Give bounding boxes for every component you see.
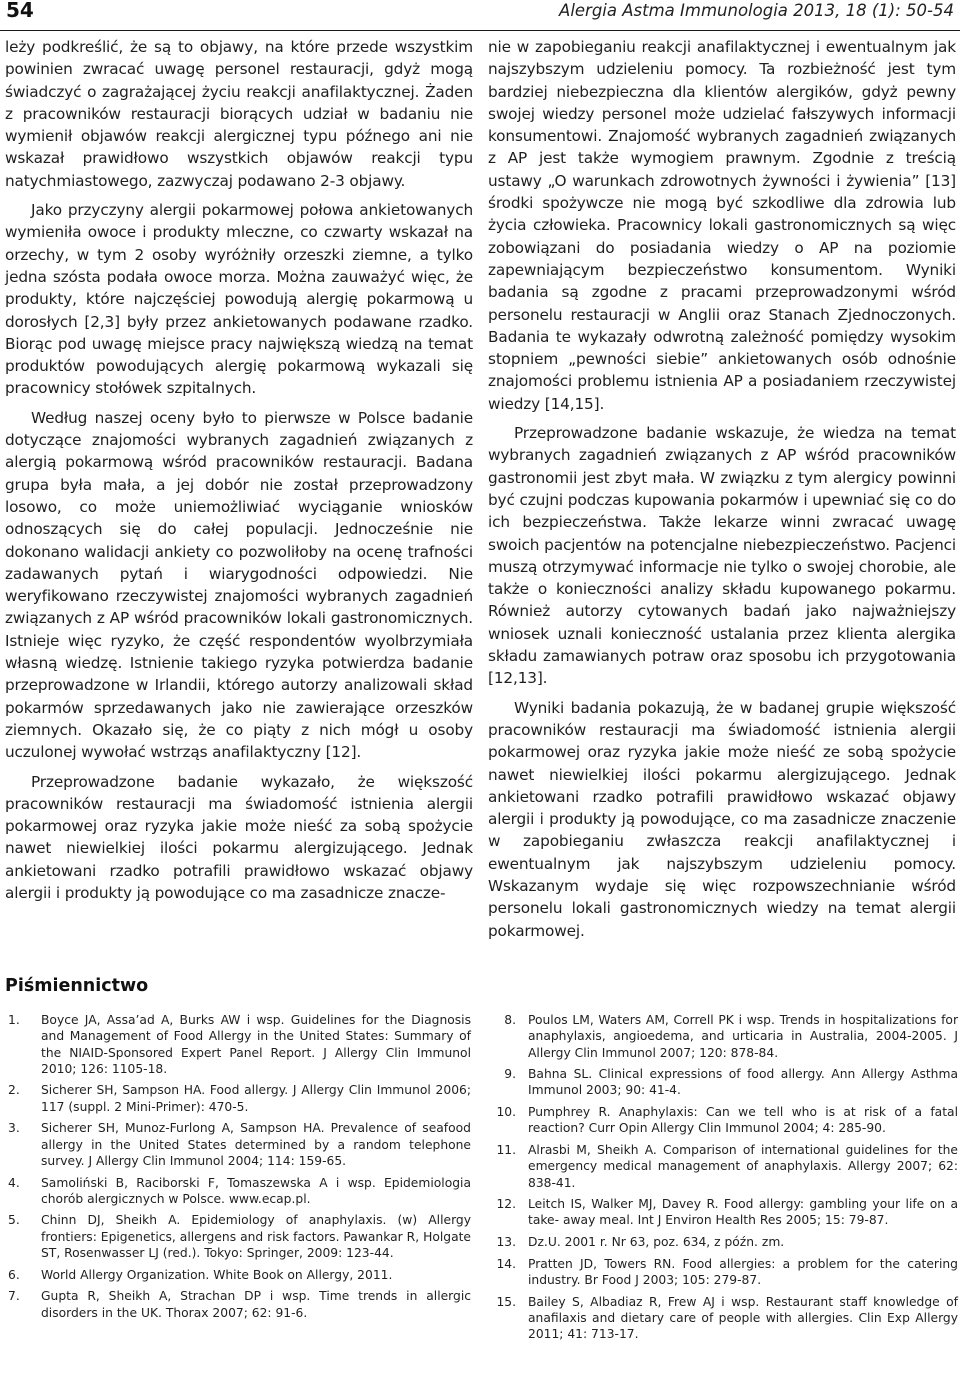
reference-item bbox=[488, 1234, 958, 1250]
reference-text: Poulos LM, Waters AM, Correll PK i wsp. Trends in hospitalizations for anaphylaxis, angioedema, and urticaria in Australia, 2004-2005. J Allergy Clin Immunol 2007; 120: 878-84. bbox=[528, 1013, 958, 1060]
reference-text: Sicherer SH, Munoz-Furlong A, Sampson HA. Prevalence of seafood allergy in the United States determined by a random telephone survey. J Allergy Clin Immunol 2004; 114: 159-65. bbox=[41, 1121, 471, 1168]
reference-text: Gupta R, Sheikh A, Strachan DP i wsp. Time trends in allergic disorders in the UK. Thorax 2007; 62: 91-6. bbox=[41, 1289, 471, 1320]
reference-number: 7. bbox=[8, 1289, 20, 1304]
paragraph: Przeprowadzone badanie wskazuje, że wiedza na temat wybranych zagadnień związanych z AP wśród pracowników gastronomii jest zbyt mała. W związku z tym alergicy powinni być czujni podczas kupowania pokarmów i upewniać się co do ich bezpieczeństwa. Także lekarze winni zwracać uwagę swoich pacjentów na potencjalne niebezpieczeństwo. Pacjenci muszą otrzymywać informacje nie tylko o swojej chorobie, ale także o konieczności analizy składu kupowanego pokarmu. Również autorzy cytowanych badań jako najważniejszy wniosek uznali konieczność ustalania przez klienta alergika składu zamawianych potraw oraz sposobu ich przygotowania [12,13]. bbox=[488, 424, 956, 688]
reference-item bbox=[5, 1175, 471, 1208]
reference-number: 4. bbox=[8, 1175, 20, 1190]
reference-text: Alrasbi M, Sheikh A. Comparison of international guidelines for the emergency medical management of anaphylaxis. Allergy 2007; 62: 838-41. bbox=[528, 1142, 958, 1190]
paragraph: nie w zapobieganiu reakcji anafilaktycznej i ewentualnym jak najszybszym udzieleniu pomocy. Ta rozbieżność jest tym bardziej niebezpieczna dla klientów alergików, gdyż pewny swojej wiedzy personel może udzielać fałszywych informacji konsumentowi. Znajomość wybranych zagadnień związanych z AP jest także wymogiem prawnym. Zgodnie z treścią ustawy „O warunkach zdrowotnych żywności i żywienia” [13] środki spożywcze nie mogą być szkodliwe dla zdrowia lub życia człowieka. Pracownicy lokali gastronomicznych są więc zobowiązani do posiadania wiedzy o AP na poziomie zapewniającym bezpieczeństwo konsumentom. Wyniki badania są zgodne z pracami przeprowadzonymi wśród personelu restauracji w Anglii oraz Stanach Zjednoczonych. Badania te wykazały odwrotną zależność pomiędzy wysokim stopniem „pewności siebie” ankietowanych osób odnośnie znajomości problemu istnienia AP a posiadaniem rzeczywistej wiedzy [14,15]. bbox=[488, 38, 956, 413]
reference-number: 11. bbox=[496, 1142, 516, 1157]
references-heading: Piśmiennictwo bbox=[5, 976, 149, 996]
reference-item bbox=[488, 1104, 958, 1137]
reference-text: Chinn DJ, Sheikh A. Epidemiology of anaphylaxis. (w) Allergy frontiers: Epigenetics, allergens and risk factors. Pawankar R, Holgate ST, Rosenwasser LJ (red.). Tokyo: Springer, 2009: 123-44. bbox=[41, 1213, 471, 1261]
page-number: 54 bbox=[6, 0, 34, 22]
reference-item bbox=[488, 1142, 958, 1191]
reference-number: 6. bbox=[8, 1267, 20, 1282]
reference-item bbox=[488, 1294, 958, 1343]
reference-item bbox=[5, 1212, 471, 1261]
references-list-left bbox=[5, 1012, 471, 1326]
right-text-column bbox=[488, 36, 956, 949]
reference-item bbox=[488, 1196, 958, 1229]
reference-text: World Allergy Organization. White Book on Allergy, 2011. bbox=[41, 1267, 393, 1282]
paragraph: Jako przyczyny alergii pokarmowej połowa ankietowanych wymieniła owoce i produkty mleczne, co czwarty wskazał na orzechy, w tym 2 osoby wyróżniły orzeszki ziemne, a tylko jedna szósta podała owoce morza. Można zauważyć więc, że produkty, które najczęściej powodują alergię pokarmową u dorosłych [2,3] były przez ankietowanych podawane rzadko. Biorąc pod uwagę miejsce pracy największą wiedzą na temat produktów powodujących alergię pokarmową wykazali się pracownicy stołówek szpitalnych. bbox=[5, 201, 473, 398]
running-header bbox=[0, 0, 960, 31]
reference-item bbox=[5, 1120, 471, 1169]
reference-item bbox=[488, 1066, 958, 1099]
reference-number: 3. bbox=[8, 1121, 20, 1136]
reference-number: 8. bbox=[504, 1013, 516, 1027]
paragraph: Wyniki badania pokazują, że w badanej grupie większość pracowników restauracji ma świadomość istnienia alergii pokarmowej oraz ryzyka jakie może nieść ze sobą spożycie nawet niewielkiej ilości pokarmu alergizującego. Jednak ankietowani rzadko potrafili prawidłowo wskazać objawy alergii i produkty ją powodujące, co ma zasadnicze znaczenie w zapobieganiu zwłaszcza reakcji anafilaktycznej i ewentualnym jak najszybszym udzieleniu pomocy. Wskazanym wydaje się więc rozpowszechnianie wśród personelu lokali gastronomicznych wiedzy na temat alergii pokarmowej. bbox=[488, 698, 956, 940]
reference-text: Pumphrey R. Anaphylaxis: Can we tell who is at risk of a fatal reaction? Curr Opin Allergy Clin Immunol 2004; 4: 285-90. bbox=[528, 1105, 958, 1136]
reference-number: 14. bbox=[496, 1256, 516, 1271]
left-text-column bbox=[5, 36, 473, 911]
reference-text: Dz.U. 2001 r. Nr 63, poz. 634, z późn. zm. bbox=[528, 1235, 785, 1250]
paragraph: Przeprowadzone badanie wykazało, że większość pracowników restauracji ma świadomość istnienia alergii pokarmowej oraz ryzyka jakie może nieść za sobą spożycie nawet niewielkiej ilości pokarmu alergizującego. Jednak ankietowani rzadko potrafili prawidłowo wskazać objawy alergii i produkty ją powodujące co ma zasadnicze znacze- bbox=[5, 772, 473, 902]
reference-number: 9. bbox=[504, 1067, 516, 1082]
reference-number: 12. bbox=[496, 1197, 516, 1212]
reference-text: Bailey S, Albadiaz R, Frew AJ i wsp. Restaurant staff knowledge of anafilaxis and dietary care of people with allergies. Clin Exp Allergy 2011; 41: 713-17. bbox=[528, 1294, 958, 1342]
reference-text: Bahna SL. Clinical expressions of food allergy. Ann Allergy Asthma Immunol 2003; 90: 41-4. bbox=[528, 1067, 958, 1098]
references-list-right bbox=[488, 1012, 958, 1348]
reference-text: Sicherer SH, Sampson HA. Food allergy. J Allergy Clin Immunol 2006; 117 (suppl. 2 Mini-Primer): 470-5. bbox=[41, 1083, 471, 1114]
reference-number: 13. bbox=[496, 1235, 516, 1250]
reference-number: 1. bbox=[8, 1013, 20, 1027]
reference-text: Samoliński B, Raciborski F, Tomaszewska A i wsp. Epidemiologia chorób alergicznych w Polsce. www.ecap.pl. bbox=[41, 1175, 471, 1206]
reference-item bbox=[5, 1082, 471, 1115]
reference-item bbox=[488, 1256, 958, 1289]
paragraph: Według naszej oceny było to pierwsze w Polsce badanie dotyczące znajomości wybranych zagadnień związanych z alergią pokarmową wśród pracowników restauracji. Badana grupa była mała, a jej dobór nie został przeprowadzony losowo, co może uniemożliwiać wyciąganie wniosków odnoszących się do całej populacji. Jednocześnie nie dokonano walidacji ankiety co pozwoliłoby na ocenę trafności zadawanych pytań i wiarygodności odpowiedzi. Nie weryfikowano rzeczywistej znajomości wybranych zagadnień związanych z AP wśród pracowników lokali gastronomicznych. Istnieje więc ryzyko, że część respondentów wyolbrzymiała własną wiedzę. Istnienie takiego ryzyka potwierdza badanie przeprowadzone w Irlandii, którego autorzy analizowali skład pokarmów sprzedawanych jako nie zawierające orzeszków ziemnych. Okazało się, że co piąty z nich mógł u osoby uczulonej wywołać wstrząs anafilaktyczny [12]. bbox=[5, 408, 473, 762]
reference-number: 2. bbox=[8, 1083, 20, 1098]
journal-citation: Alergia Astma Immunologia 2013, 18 (1): 50-54 bbox=[559, 1, 954, 20]
reference-number: 10. bbox=[496, 1105, 516, 1120]
reference-item bbox=[5, 1288, 471, 1321]
reference-item bbox=[488, 1012, 958, 1061]
reference-text: Pratten JD, Towers RN. Food allergies: a problem for the catering industry. Br Food J 2003; 105: 279-87. bbox=[528, 1256, 958, 1287]
reference-number: 15. bbox=[496, 1294, 516, 1309]
reference-number: 5. bbox=[8, 1213, 20, 1228]
reference-text: Boyce JA, Assa’ad A, Burks AW i wsp. Guidelines for the Diagnosis and Management of Food Allergy in the United States: Summary of the NIAID-Sponsored Expert Panel Report. J Allergy Clin Immunol 2010; 126: 1105-18. bbox=[41, 1013, 471, 1076]
paragraph: leży podkreślić, że są to objawy, na które przede wszystkim powinien zwracać uwagę personel restauracji, gdyż mogą świadczyć o zagrażającej życiu reakcji anafilaktycznej. Żaden z pracowników restauracji biorących udział w badaniu nie wymienił objawów reakcji alergicznej typu późnego ani nie wskazał prawidłowo wszystkich objawów reakcji typu natychmiastowego, zazwyczaj podawano 2-3 objawy. bbox=[5, 38, 473, 190]
reference-item bbox=[5, 1267, 471, 1283]
reference-text: Leitch IS, Walker MJ, Davey R. Food allergy: gambling your life on a take- away meal. Int J Environ Health Res 2005; 15: 79-87. bbox=[528, 1197, 958, 1228]
reference-item bbox=[5, 1012, 471, 1077]
